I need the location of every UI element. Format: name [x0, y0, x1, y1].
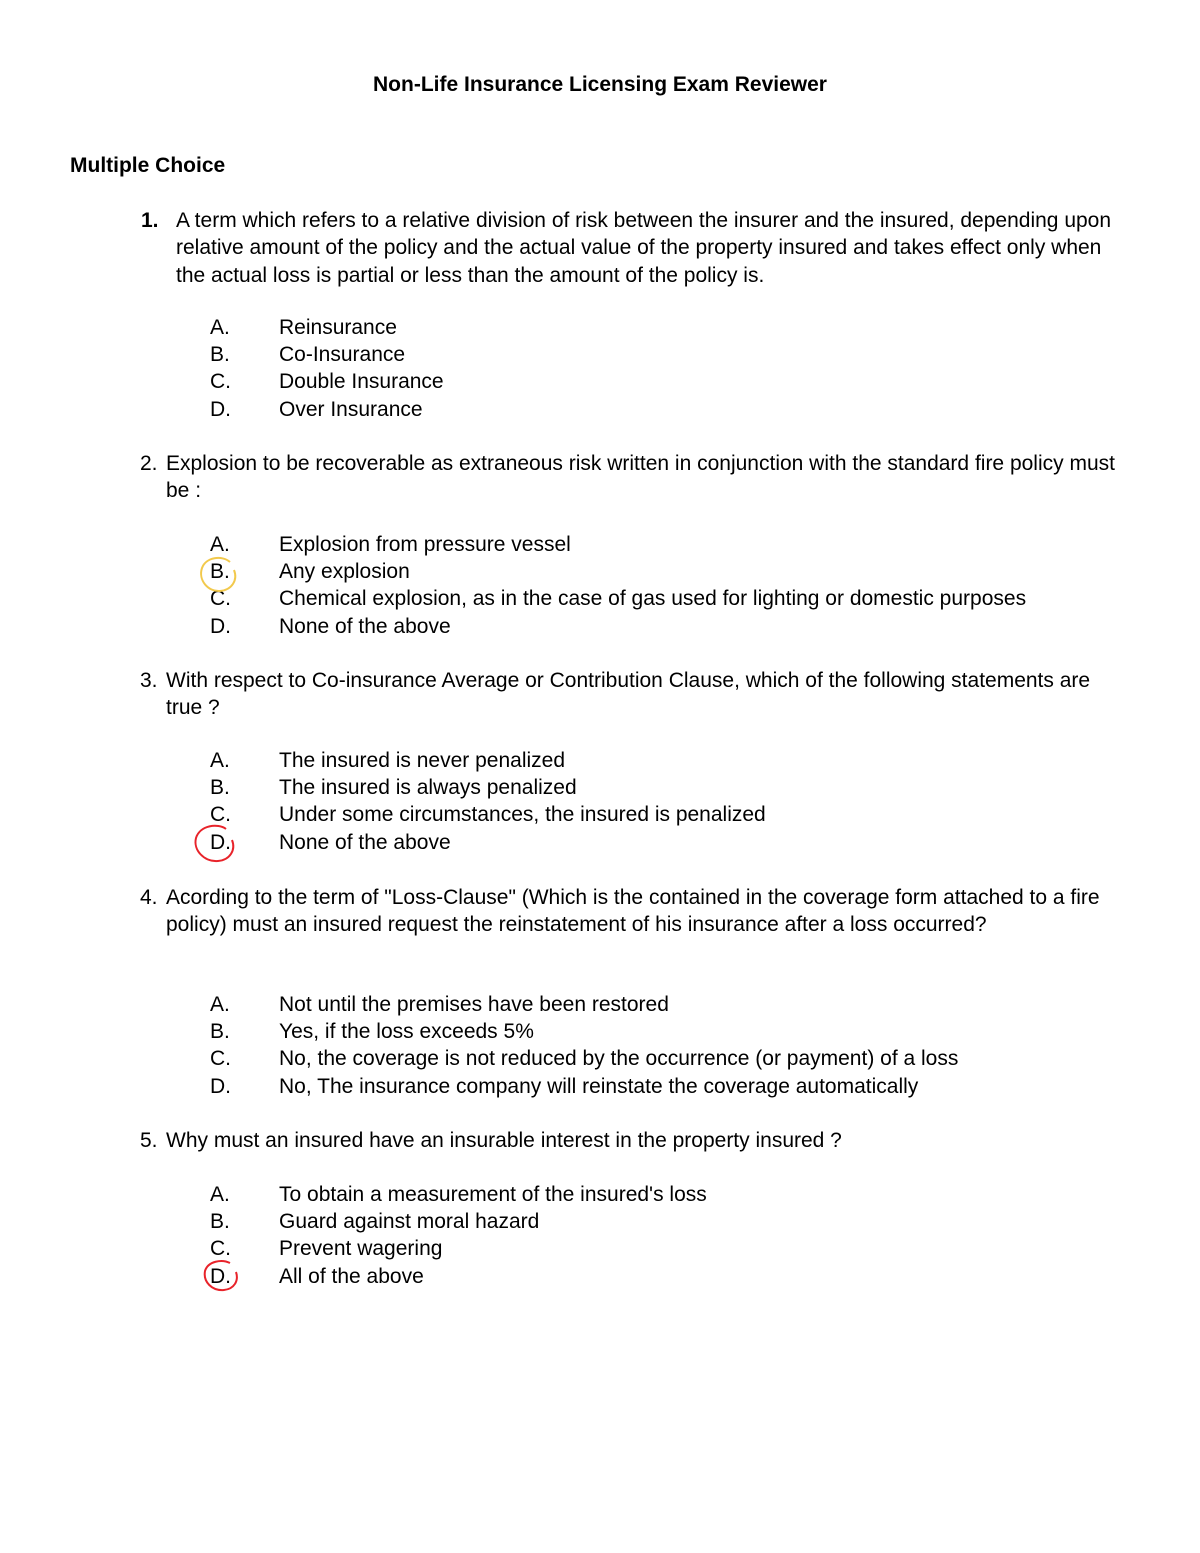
- option-text: Reinsurance: [279, 316, 397, 339]
- option-letter: C.: [210, 803, 231, 827]
- option-letter: A.: [210, 993, 230, 1016]
- option-letter: C.: [210, 1047, 231, 1071]
- option-text: The insured is always penalized: [279, 776, 577, 800]
- question-4: [140, 884, 1131, 939]
- option-text: Prevent wagering: [279, 1237, 443, 1261]
- option-letter: B.: [210, 1210, 230, 1234]
- option-text: To obtain a measurement of the insured's loss: [279, 1183, 707, 1206]
- question-number: 5.: [140, 1129, 158, 1152]
- option-text: None of the above: [279, 614, 451, 638]
- option-text: Guard against moral hazard: [279, 1210, 540, 1234]
- question-5: [140, 1127, 1126, 1154]
- question-1: [141, 207, 1136, 289]
- question-text: A term which refers to a relative division of risk between the insurer and the insured, depending upon relative amount of the policy and the actual value of the property insured and takes effect only when the actual loss is partial or less than the amount of the policy is.: [176, 209, 1112, 287]
- question-number: 4.: [140, 886, 158, 909]
- option-text: No, the coverage is not reduced by the occurrence (or payment) of a loss: [279, 1047, 959, 1071]
- question-text: With respect to Co-insurance Average or Contribution Clause, which of the following statements are true ?: [166, 669, 1091, 720]
- page-title: Non-Life Insurance Licensing Exam Reviewer: [373, 73, 827, 96]
- option-text: All of the above: [279, 1264, 424, 1288]
- question-text: Why must an insured have an insurable interest in the property insured ?: [166, 1129, 842, 1152]
- option-letter: D.: [210, 1264, 231, 1288]
- option-text: Chemical explosion, as in the case of gas used for lighting or domestic purposes: [279, 587, 1027, 611]
- option-text: Any explosion: [279, 560, 410, 584]
- option-letter: D.: [210, 614, 231, 638]
- option-letter: C.: [210, 1237, 231, 1261]
- question-number: 3.: [140, 669, 158, 692]
- option-letter: B.: [210, 776, 230, 800]
- option-text: Not until the premises have been restored: [279, 993, 669, 1016]
- option-letter: A.: [210, 749, 230, 772]
- question-text: Acording to the term of "Loss-Clause" (Which is the contained in the coverage form attached to a fire policy) must an insured request the reinstatement of his insurance after a loss occurred?: [166, 886, 1100, 937]
- question-text: Explosion to be recoverable as extraneous risk written in conjunction with the standard fire policy must be :: [166, 452, 1115, 503]
- option-text: No, The insurance company will reinstate the coverage automatically: [279, 1074, 919, 1098]
- question-3: [140, 667, 1126, 722]
- question-2: [140, 450, 1126, 505]
- option-letter: A.: [210, 316, 230, 339]
- option-letter: A.: [210, 533, 230, 556]
- option-letter: C.: [210, 370, 231, 394]
- question-number: 2.: [140, 452, 158, 475]
- option-text: None of the above: [279, 830, 451, 854]
- option-letter: D.: [210, 1074, 231, 1098]
- option-letter: C.: [210, 587, 231, 611]
- option-text: Over Insurance: [279, 397, 423, 421]
- option-letter: B.: [210, 1020, 230, 1044]
- option-text: Under some circumstances, the insured is penalized: [279, 803, 766, 827]
- option-text: Yes, if the loss exceeds 5%: [279, 1020, 534, 1044]
- section-heading: Multiple Choice: [70, 154, 226, 177]
- option-text: The insured is never penalized: [279, 749, 566, 772]
- option-text: Double Insurance: [279, 370, 444, 394]
- option-letter: B.: [210, 343, 230, 367]
- option-text: Explosion from pressure vessel: [279, 533, 571, 556]
- question-number: 1.: [141, 209, 159, 232]
- option-letter: B.: [210, 560, 230, 584]
- option-letter: A.: [210, 1183, 230, 1206]
- option-letter: D.: [210, 830, 231, 854]
- option-text: Co-Insurance: [279, 343, 406, 367]
- option-letter: D.: [210, 397, 231, 421]
